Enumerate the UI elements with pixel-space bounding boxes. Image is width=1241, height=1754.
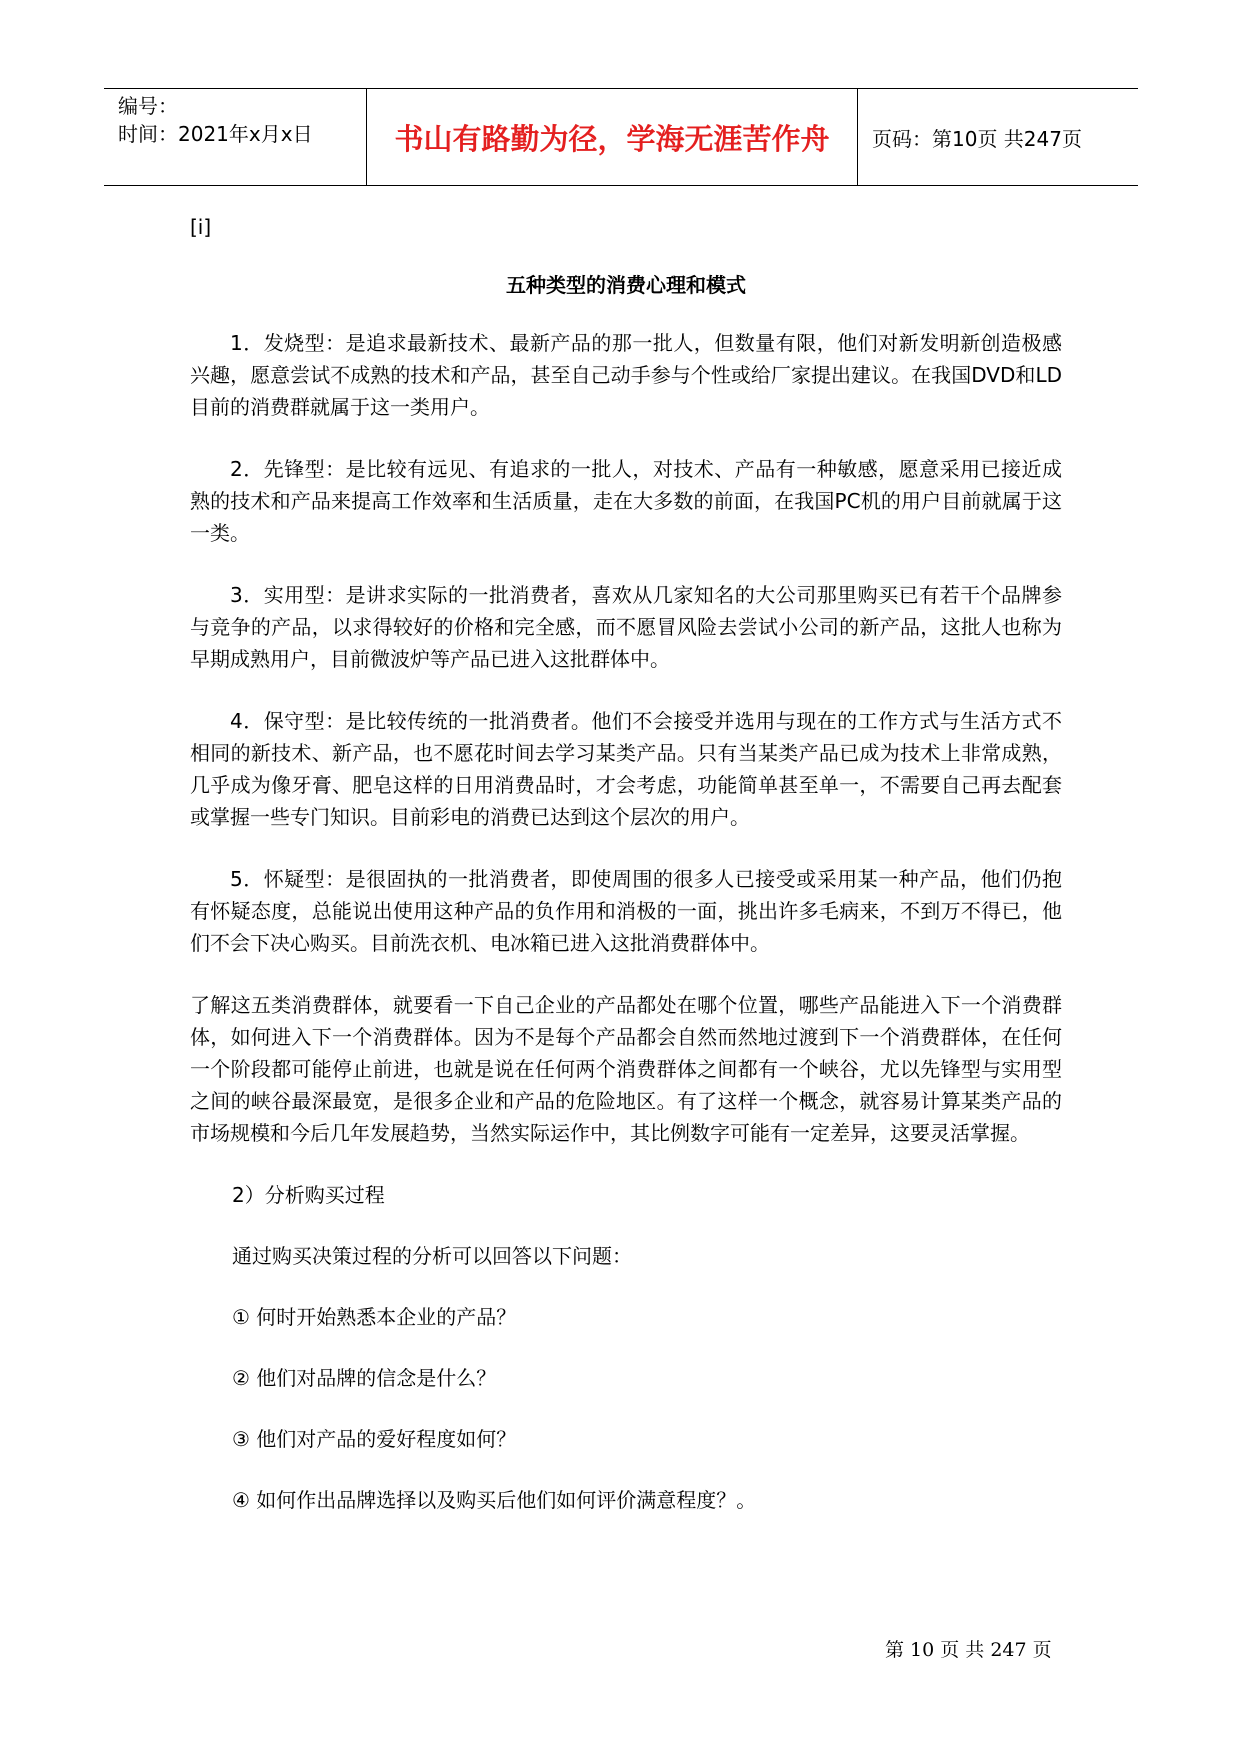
- number-label: 编号：: [118, 94, 178, 118]
- document-body: [190, 211, 1062, 1545]
- question-item: ③ 他们对产品的爱好程度如何？: [232, 1427, 517, 1451]
- question-item: ① 何时开始熟悉本企业的产品？: [232, 1305, 517, 1329]
- paragraph-type-2: 2．先锋型：是比较有远见、有追求的一批人，对技术、产品有一种敏感，愿意采用已接近成熟的技术和产品来提高工作效率和生活质量，走在大多数的前面，在我国PC机的用户目前就属于这一类。: [190, 457, 1062, 545]
- intro-line: 通过购买决策过程的分析可以回答以下问题：: [232, 1244, 632, 1268]
- paragraph-type-4: 4．保守型：是比较传统的一批消费者。他们不会接受并选用与现在的工作方式与生活方式不相同的新技术、新产品，也不愿花时间去学习某类产品。只有当某类产品已成为技术上非常成熟，几乎成为像牙膏、肥皂这样的日用消费品时，才会考虑，功能简单甚至单一，不需要自己再去配套或掌握一些专门知识。目前彩电的消费已达到这个层次的用户。: [190, 709, 1062, 829]
- header-motto: 书山有路勤为径，学海无涯苦作舟: [367, 89, 858, 185]
- header-page-code: 页码：第10页 共247页: [872, 126, 1082, 151]
- page-header: [104, 88, 1138, 186]
- paragraph-type-1: 1．发烧型：是追求最新技术、最新产品的那一批人，但数量有限，他们对新发明新创造极感兴趣，愿意尝试不成熟的技术和产品，甚至自己动手参与个性或给厂家提出建议。在我国DVD和LD目前的消费群就属于这一类用户。: [190, 331, 1062, 419]
- paragraph-type-5: 5．怀疑型：是很固执的一批消费者，即使周围的很多人已接受或采用某一种产品，他们仍抱有怀疑态度，总能说出使用这种产品的负作用和消极的一面，挑出许多毛病来，不到万不得已，他们不会下决心购买。目前洗衣机、电冰箱已进入这批消费群体中。: [190, 867, 1062, 955]
- paragraph-type-3: 3．实用型：是讲求实际的一批消费者，喜欢从几家知名的大公司那里购买已有若干个品牌参与竞争的产品，以求得较好的价格和完全感，而不愿冒风险去尝试小公司的新产品，这批人也称为早期成熟用户，目前微波炉等产品已进入这批群体中。: [190, 583, 1062, 671]
- question-item: ④ 如何作出品牌选择以及购买后他们如何评价满意程度？。: [232, 1488, 757, 1512]
- document-title: 五种类型的消费心理和模式: [506, 273, 746, 297]
- question-item: ② 他们对品牌的信念是什么？: [232, 1366, 497, 1390]
- section-heading: 2）分析购买过程: [232, 1183, 385, 1207]
- summary-paragraph: 了解这五类消费群体，就要看一下自己企业的产品都处在哪个位置，哪些产品能进入下一个消费群体，如何进入下一个消费群体。因为不是每个产品都会自然而然地过渡到下一个消费群体，在任何一个阶段都可能停止前进，也就是说在任何两个消费群体之间都有一个峡谷，尤以先锋型与实用型之间的峡谷最深最宽，是很多企业和产品的危险地区。有了这样一个概念，就容易计算某类产品的市场规模和今后几年发展趋势，当然实际运作中，其比例数字可能有一定差异，这要灵活掌握。: [190, 993, 1062, 1145]
- page-footer: 第 10 页 共 247 页: [885, 1639, 1052, 1661]
- time-label: 时间：2021年x月x日: [118, 122, 313, 146]
- reference-marker: [i]: [190, 215, 212, 239]
- header-meta: [104, 89, 367, 185]
